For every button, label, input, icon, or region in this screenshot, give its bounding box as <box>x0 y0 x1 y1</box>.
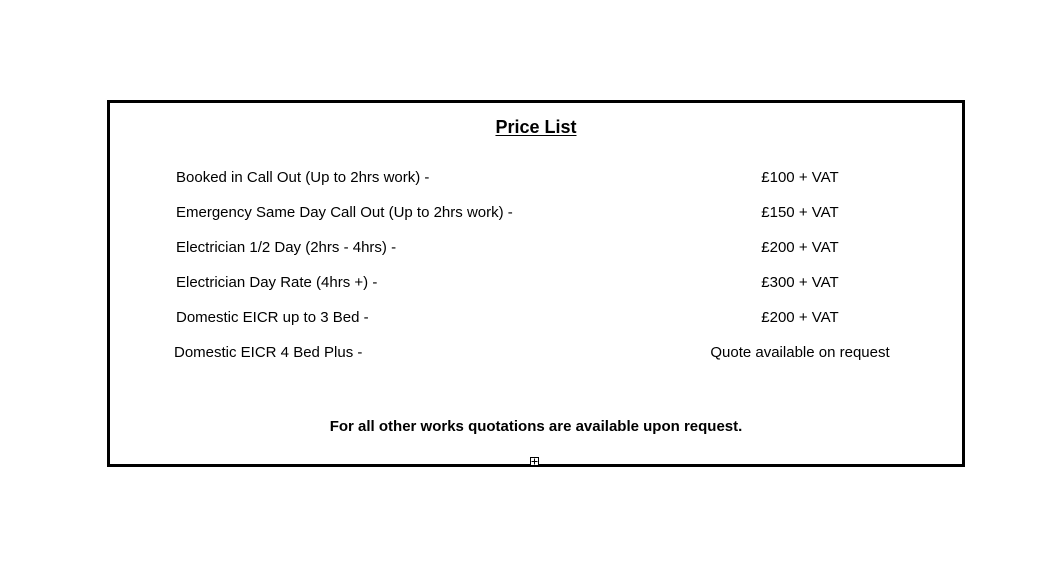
move-handle-icon[interactable] <box>530 457 539 466</box>
price-row-label: Domestic EICR 4 Bed Plus - <box>174 344 363 361</box>
price-row-label: Electrician Day Rate (4hrs +) - <box>176 274 378 291</box>
price-row <box>110 204 962 226</box>
price-row <box>110 239 962 261</box>
price-list-box <box>107 100 965 467</box>
price-row-label: Emergency Same Day Call Out (Up to 2hrs work) - <box>176 204 513 221</box>
price-row-value: £100 + VAT <box>761 169 839 186</box>
price-row-value: £150 + VAT <box>761 204 839 221</box>
price-row <box>110 344 962 366</box>
price-row-label: Domestic EICR up to 3 Bed - <box>176 309 369 326</box>
price-row-label: Electrician 1/2 Day (2hrs - 4hrs) - <box>176 239 397 256</box>
price-row <box>110 309 962 331</box>
price-row-value: £200 + VAT <box>761 239 839 256</box>
price-row-label: Booked in Call Out (Up to 2hrs work) - <box>176 169 430 186</box>
footer-note: For all other works quotations are available upon request. <box>329 418 743 435</box>
price-row-value: £300 + VAT <box>761 274 839 291</box>
price-row <box>110 274 962 296</box>
price-row-value: £200 + VAT <box>761 309 839 326</box>
price-row <box>110 169 962 191</box>
price-row-value: Quote available on request <box>710 344 890 361</box>
price-list-title: Price List <box>495 117 577 137</box>
